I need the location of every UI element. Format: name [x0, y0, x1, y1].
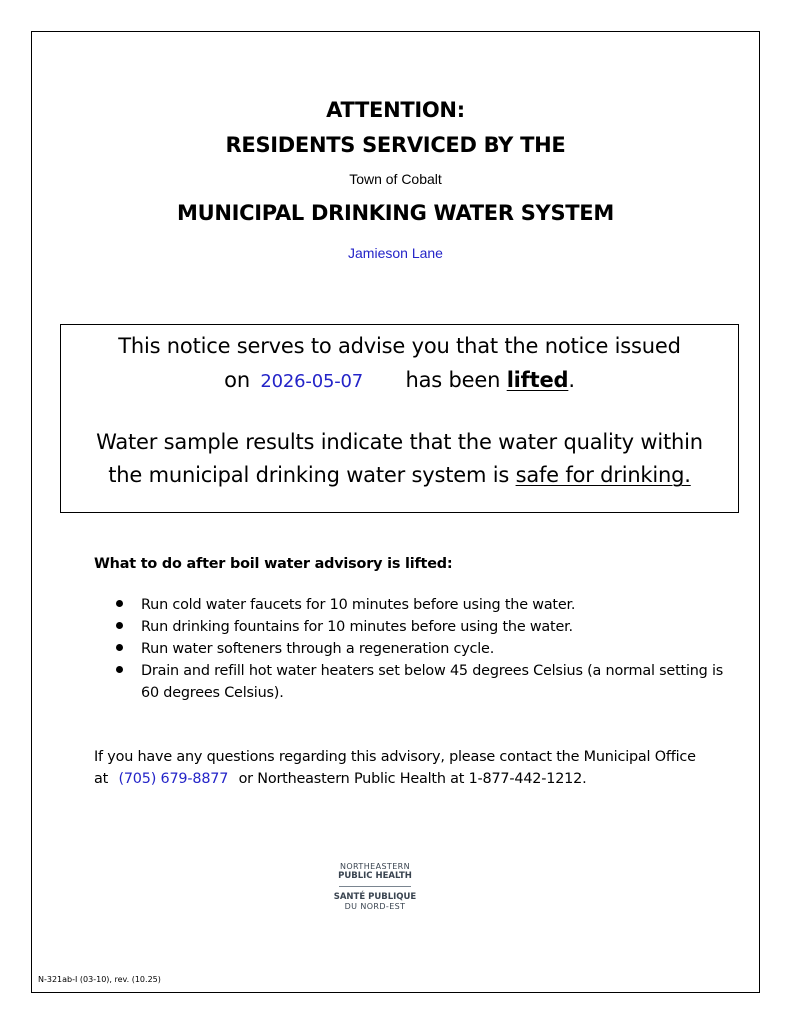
bullet-icon: [116, 622, 123, 629]
contact-line-1: If you have any questions regarding this advisory, please contact the Municipal Office: [94, 749, 696, 765]
location-name: Jamieson Lane: [348, 245, 443, 261]
contact-line-2-rest: or Northeastern Public Health at 1-877-442-1212.: [238, 771, 587, 787]
issue-date: 2026-05-07: [260, 371, 364, 392]
logo-fr-line-1: SANTÉ PUBLIQUE: [333, 892, 417, 902]
on-word: on: [224, 368, 250, 392]
logo-en-line-2: PUBLIC HEALTH: [338, 871, 412, 881]
logo-divider: [339, 886, 411, 887]
municipal-phone: (705) 679-8877: [118, 771, 229, 787]
notice-line-2: [61, 368, 738, 392]
notice-line-4: [61, 463, 738, 487]
period: .: [568, 368, 575, 392]
logo-fr-line-2: DU NORD-EST: [344, 902, 406, 911]
at-word: at: [94, 771, 109, 787]
after-lift-heading: What to do after boil water advisory is lifted:: [94, 556, 453, 572]
residents-heading: RESIDENTS SERVICED BY THE: [225, 133, 566, 157]
has-been-text: has been: [405, 368, 501, 392]
form-code: N-321ab-I (03-10), rev. (10.25): [38, 975, 161, 984]
bullet-icon: [116, 600, 123, 607]
bullet-icon: [116, 644, 123, 651]
logo-en-line-1: NORTHEASTERN: [339, 862, 411, 871]
town-name: Town of Cobalt: [349, 171, 442, 187]
lifted-word: lifted: [506, 368, 569, 392]
attention-heading: ATTENTION:: [326, 98, 465, 122]
lifted-notice-box: [60, 324, 739, 513]
notice-line-4-prefix: the municipal drinking water system is: [108, 463, 510, 487]
notice-line-1: This notice serves to advise you that the notice issued: [118, 334, 681, 358]
bullet-icon: [116, 666, 123, 673]
system-title: MUNICIPAL DRINKING WATER SYSTEM: [177, 201, 614, 225]
contact-line-2: [94, 771, 754, 787]
notice-line-3: Water sample results indicate that the water quality within: [96, 430, 703, 454]
northeastern-public-health-logo: [330, 862, 420, 911]
safe-for-drinking: safe for drinking.: [515, 463, 691, 487]
